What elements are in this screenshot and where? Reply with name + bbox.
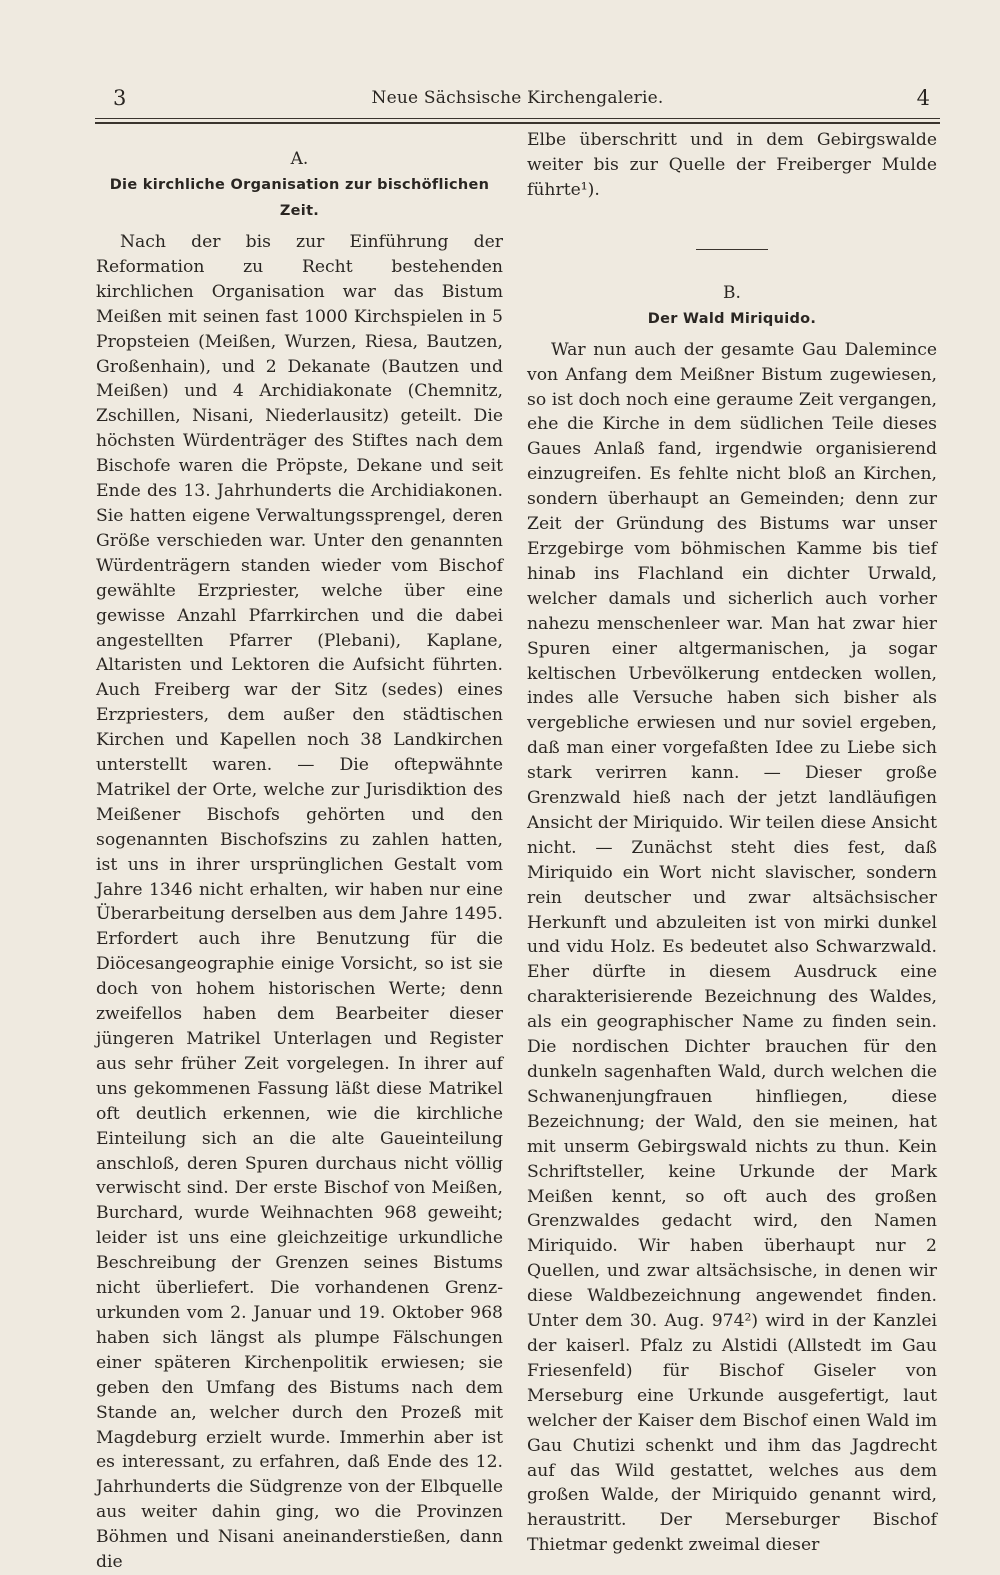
page-number-left: 3 [113, 86, 127, 110]
page-header [95, 86, 940, 116]
section-heading-a: Die kirchliche Organisation zur bischöflichen Zeit. [109, 177, 490, 219]
left-column [96, 128, 503, 1575]
paragraph-left: Nach der bis zur Einführung der Reformation zu Recht bestehenden kirchlichen Organisation war das Bistum Meißen mit seinen fast 1000 Kirchspielen in 5 Propsteien (Meißen, Wurzen, Riesa, Bautzen, Großenhain), und 2 Dekanate (Bautzen und Meißen) und 4 Archidiakonate (Chemnitz, Zschillen, Nisani, Niederlausitz) geteilt. Die höchsten Würdenträger des Stiftes nach dem Bischofe waren die Pröpste, Dekane und seit Ende des 13. Jahrhunderts die Archidiakonen. Sie hatten eigene Verwaltungssprengel, deren Größe verschieden war. Unter den genannten Würdenträgern standen wieder vom Bischof gewählte Erzpriester, welche über eine gewisse Anzahl Pfarrkirchen und die dabei angestellten Pfarrer (Plebani), Kaplane, Altaristen und Lektoren die Aufsicht führten. Auch Freiberg war der Sitz (sedes) eines Erzpriesters, dem außer den städtischen Kirchen und Kapellen noch 38 Landkirchen unterstellt waren. — Die oftерwähnte Matrikel der Orte, welche zur Jurisdiktion des Meißener Bischofs gehörten und den sogenannten Bischofszins zu zahlen hatten, ist uns in ihrer ursprünglichen Gestalt vom Jahre 1346 nicht erhalten, wir haben nur eine Überarbeitung derselben aus dem Jahre 1495. Erfordert auch ihre Benutzung für die Diöcesangeographie einige Vorsicht, so ist sie doch von hohem historischen Werte; denn zweifellos haben dem Bearbeiter dieser jüngeren Matrikel Unterlagen und Register aus sehr früher Zeit vorgelegen. In ihrer auf uns gekommenen Fassung läßt diese Matrikel oft deutlich erkennen, wie die kirchliche Einteilung sich an die alte Gaueinteilung anschloß, deren Spuren durchaus nicht völlig verwischt sind. Der erste Bischof von Meißen, Burchard, wurde Weihnachten 968 geweiht; leider ist uns eine gleichzeitige urkundliche Beschreibung der Grenzen seines Bistums nicht überliefert. Die vorhandenen Grenzurkunden vom 2. Januar und 19. Oktober 968 haben sich längst als plumpe Fälschungen einer späteren Kirchenpolitik erwiesen; sie geben den Umfang des Bistums nach dem Stande an, welcher durch den Prozeß mit Magdeburg erzielt wurde. Immerhin aber ist es interessant, zu erfahren, daß Ende des 12. Jahrhunderts die Südgrenze von der Elbquelle aus weiter dahin ging, wo die Provinzen Böhmen und Nisani aneinanderstießen, dann die [96, 232, 503, 1573]
right-column [527, 128, 937, 1558]
section-letter-b: B. [723, 282, 741, 303]
section-letter-a: A. [290, 149, 309, 169]
paragraph-continuation: Elbe überschritt und in dem Gebirgswalde weiter bis zur Quelle der Freiberger Mulde führte¹). [527, 130, 937, 200]
running-title: Neue Sächsische Kirchengalerie. [371, 88, 664, 108]
paragraph-right: War nun auch der gesamte Gau Dalemince von Anfang dem Meißner Bistum zugewiesen, so ist doch noch eine geraume Zeit vergangen, ehe die Kirche in dem südlichen Teile dieses Gaues Anlaß fand, irgendwie organisierend einzugreifen. Es fehlte nicht bloß an Kirchen, sondern überhaupt an Gemeinden; denn zur Zeit der Gründung des Bistums war unser Erzgebirge vom böhmischen Kamme bis tief hinab ins Flachland ein dichter Urwald, welcher damals und sicherlich auch vorher nahezu menschenleer war. Man hat zwar hier Spuren einer altgermanischen, ja sogar keltischen Urbevölkerung entdecken wollen, indes alle Versuche haben sich bisher als vergebliche erwiesen und nur soviel ergeben, daß man einer vorgefaßten Idee zu Liebe sich stark verirren kann. — Dieser große Grenzwald hieß nach der jetzt landläufigen Ansicht der Miriquido. Wir teilen diese Ansicht nicht. — Zunächst steht dies fest, daß Miriquido ein Wort nicht slavischer, sondern rein deutscher und zwar altsächsischer Herkunft und abzuleiten ist von mirki dunkel und vidu Holz. Es bedeutet also Schwarzwald. Eher dürfte in diesem Ausdruck eine charakterisierende Bezeichnung des Waldes, als ein geographischer Name zu finden sein. Die nordischen Dichter brauchen für den dunkeln sagenhaften Wald, durch welchen die Schwanenjungfrauen hinfliegen, diese Bezeichnung; der Wald, den sie meinen, hat mit unserm Gebirgswald nichts zu thun. Kein Schriftsteller, keine Urkunde der Mark Meißen kennt, so oft auch des großen Grenzwaldes gedacht wird, den Namen Miriquido. Wir haben überhaupt nur 2 Quellen, und zwar altsächsische, in denen wir diese Waldbezeichnung angewendet finden. Unter dem 30. Aug. 974²) wird in der Kanzlei der kaiserl. Pfalz zu Alstidi (Allstedt im Gau Friesenfeld) für Bischof Giseler von Merseburg eine Urkunde ausgefertigt, laut welcher der Kaiser dem Bischof einen Wald im Gau Chutizi schenkt und ihm das Jagdrecht auf das Wild gestattet, welches aus dem großen Walde, der Miriquido genannt wird, heraustritt. Der Merseburger Bischof Thietmar gedenkt zweimal dieser [527, 339, 937, 1556]
section-divider [696, 249, 768, 250]
page-number-right: 4 [916, 86, 930, 110]
header-rule-thin [95, 118, 940, 119]
section-heading-b: Der Wald Miriquido. [647, 310, 817, 327]
header-rule-thick [95, 122, 940, 124]
